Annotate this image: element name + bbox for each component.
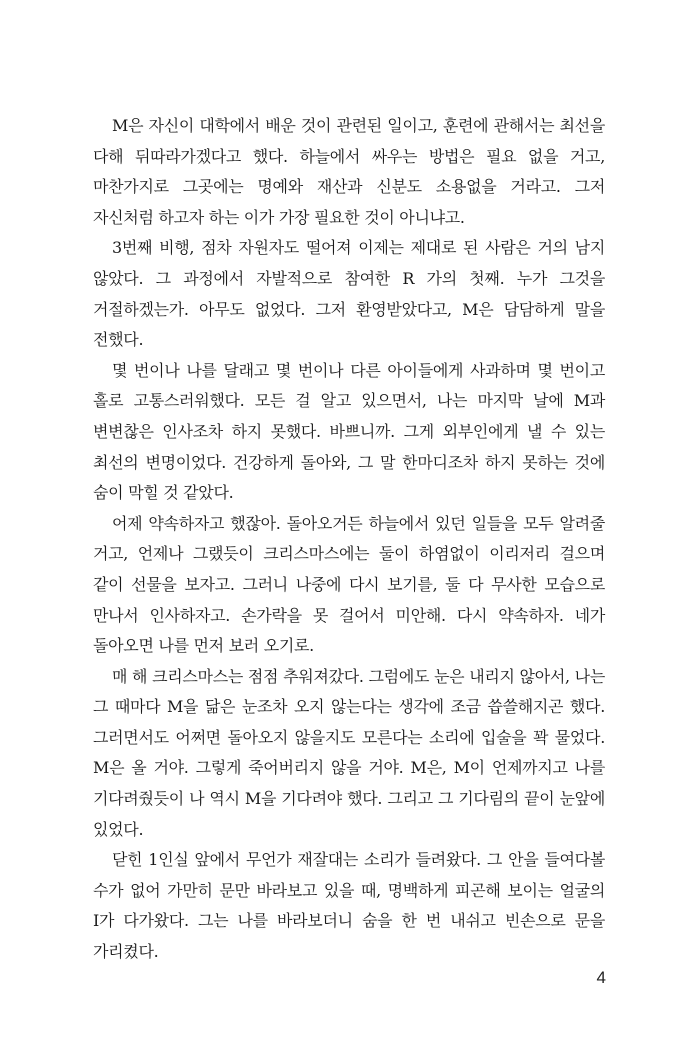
paragraph-4: 어제 약속하자고 했잖아. 돌아오거든 하늘에서 있던 일들을 모두 알려줄 거고, 언제나 그랬듯이 크리스마스에는 둘이 하염없이 이리저리 걸으며 같이 선물을 보자고. 그러니 나중에 다시 보기를, 둘 다 무사한 모습으로 만나서 인사하자고. 손가락을 못 걸어서 미안해. 다시 약속하자. 네가 돌아오면 나를 먼저 보러 오기로. [93,513,605,656]
page-number: 4 [596,968,606,987]
paragraph-5: 매 해 크리스마스는 점점 추워져갔다. 그럼에도 눈은 내리지 않아서, 나는 그 때마다 M을 닮은 눈조차 오지 않는다는 생각에 조금 씁쓸해지곤 했다. 그러면서도 어쩌면 돌아오지 않을지도 모른다는 소리에 입술을 꽉 물었다. M은 올 거야. 그렇게 죽어버리지 않을 거야. M은, M이 언제까지고 나를 기다려줬듯이 나 역시 M을 기다려야 했다. 그리고 그 기다림의 끝이 눈앞에 있었다. [93,666,605,839]
paragraph-6: 닫힌 1인실 앞에서 무언가 재잘대는 소리가 들려왔다. 그 안을 들여다볼 수가 없어 가만히 문만 바라보고 있을 때, 명백하게 피곤해 보이는 얼굴의 I가 다가왔다. 그는 나를 바라보더니 숨을 한 번 내쉬고 빈손으로 문을 가리켰다. [93,850,605,962]
paragraph-2: 3번째 비행, 점차 자원자도 떨어져 이제는 제대로 된 사람은 거의 남지 않았다. 그 과정에서 자발적으로 참여한 R 가의 첫째. 누가 그것을 거절하겠는가. 아무도 없었다. 그저 환영받았다고, M은 담담하게 말을 전했다. [93,238,605,350]
page-body [93,111,605,968]
paragraph-3: 몇 번이나 나를 달래고 몇 번이나 다른 아이들에게 사과하며 몇 번이고 홀로 고통스러워했다. 모든 걸 알고 있으면서, 나는 마지막 날에 M과 변변찮은 인사조차 하지 못했다. 바쁘니까. 그게 외부인에게 낼 수 있는 최선의 변명이었다. 건강하게 돌아와, 그 말 한마디조차 하지 못하는 것에 숨이 막힐 것 같았다. [93,360,605,503]
paragraph-1: M은 자신이 대학에서 배운 것이 관련된 일이고, 훈련에 관해서는 최선을 다해 뒤따라가겠다고 했다. 하늘에서 싸우는 방법은 필요 없을 거고, 마찬가지로 그곳에는 명예와 재산과 신분도 소용없을 거라고. 그저 자신처럼 하고자 하는 이가 가장 필요한 것이 아니냐고. [93,116,605,227]
